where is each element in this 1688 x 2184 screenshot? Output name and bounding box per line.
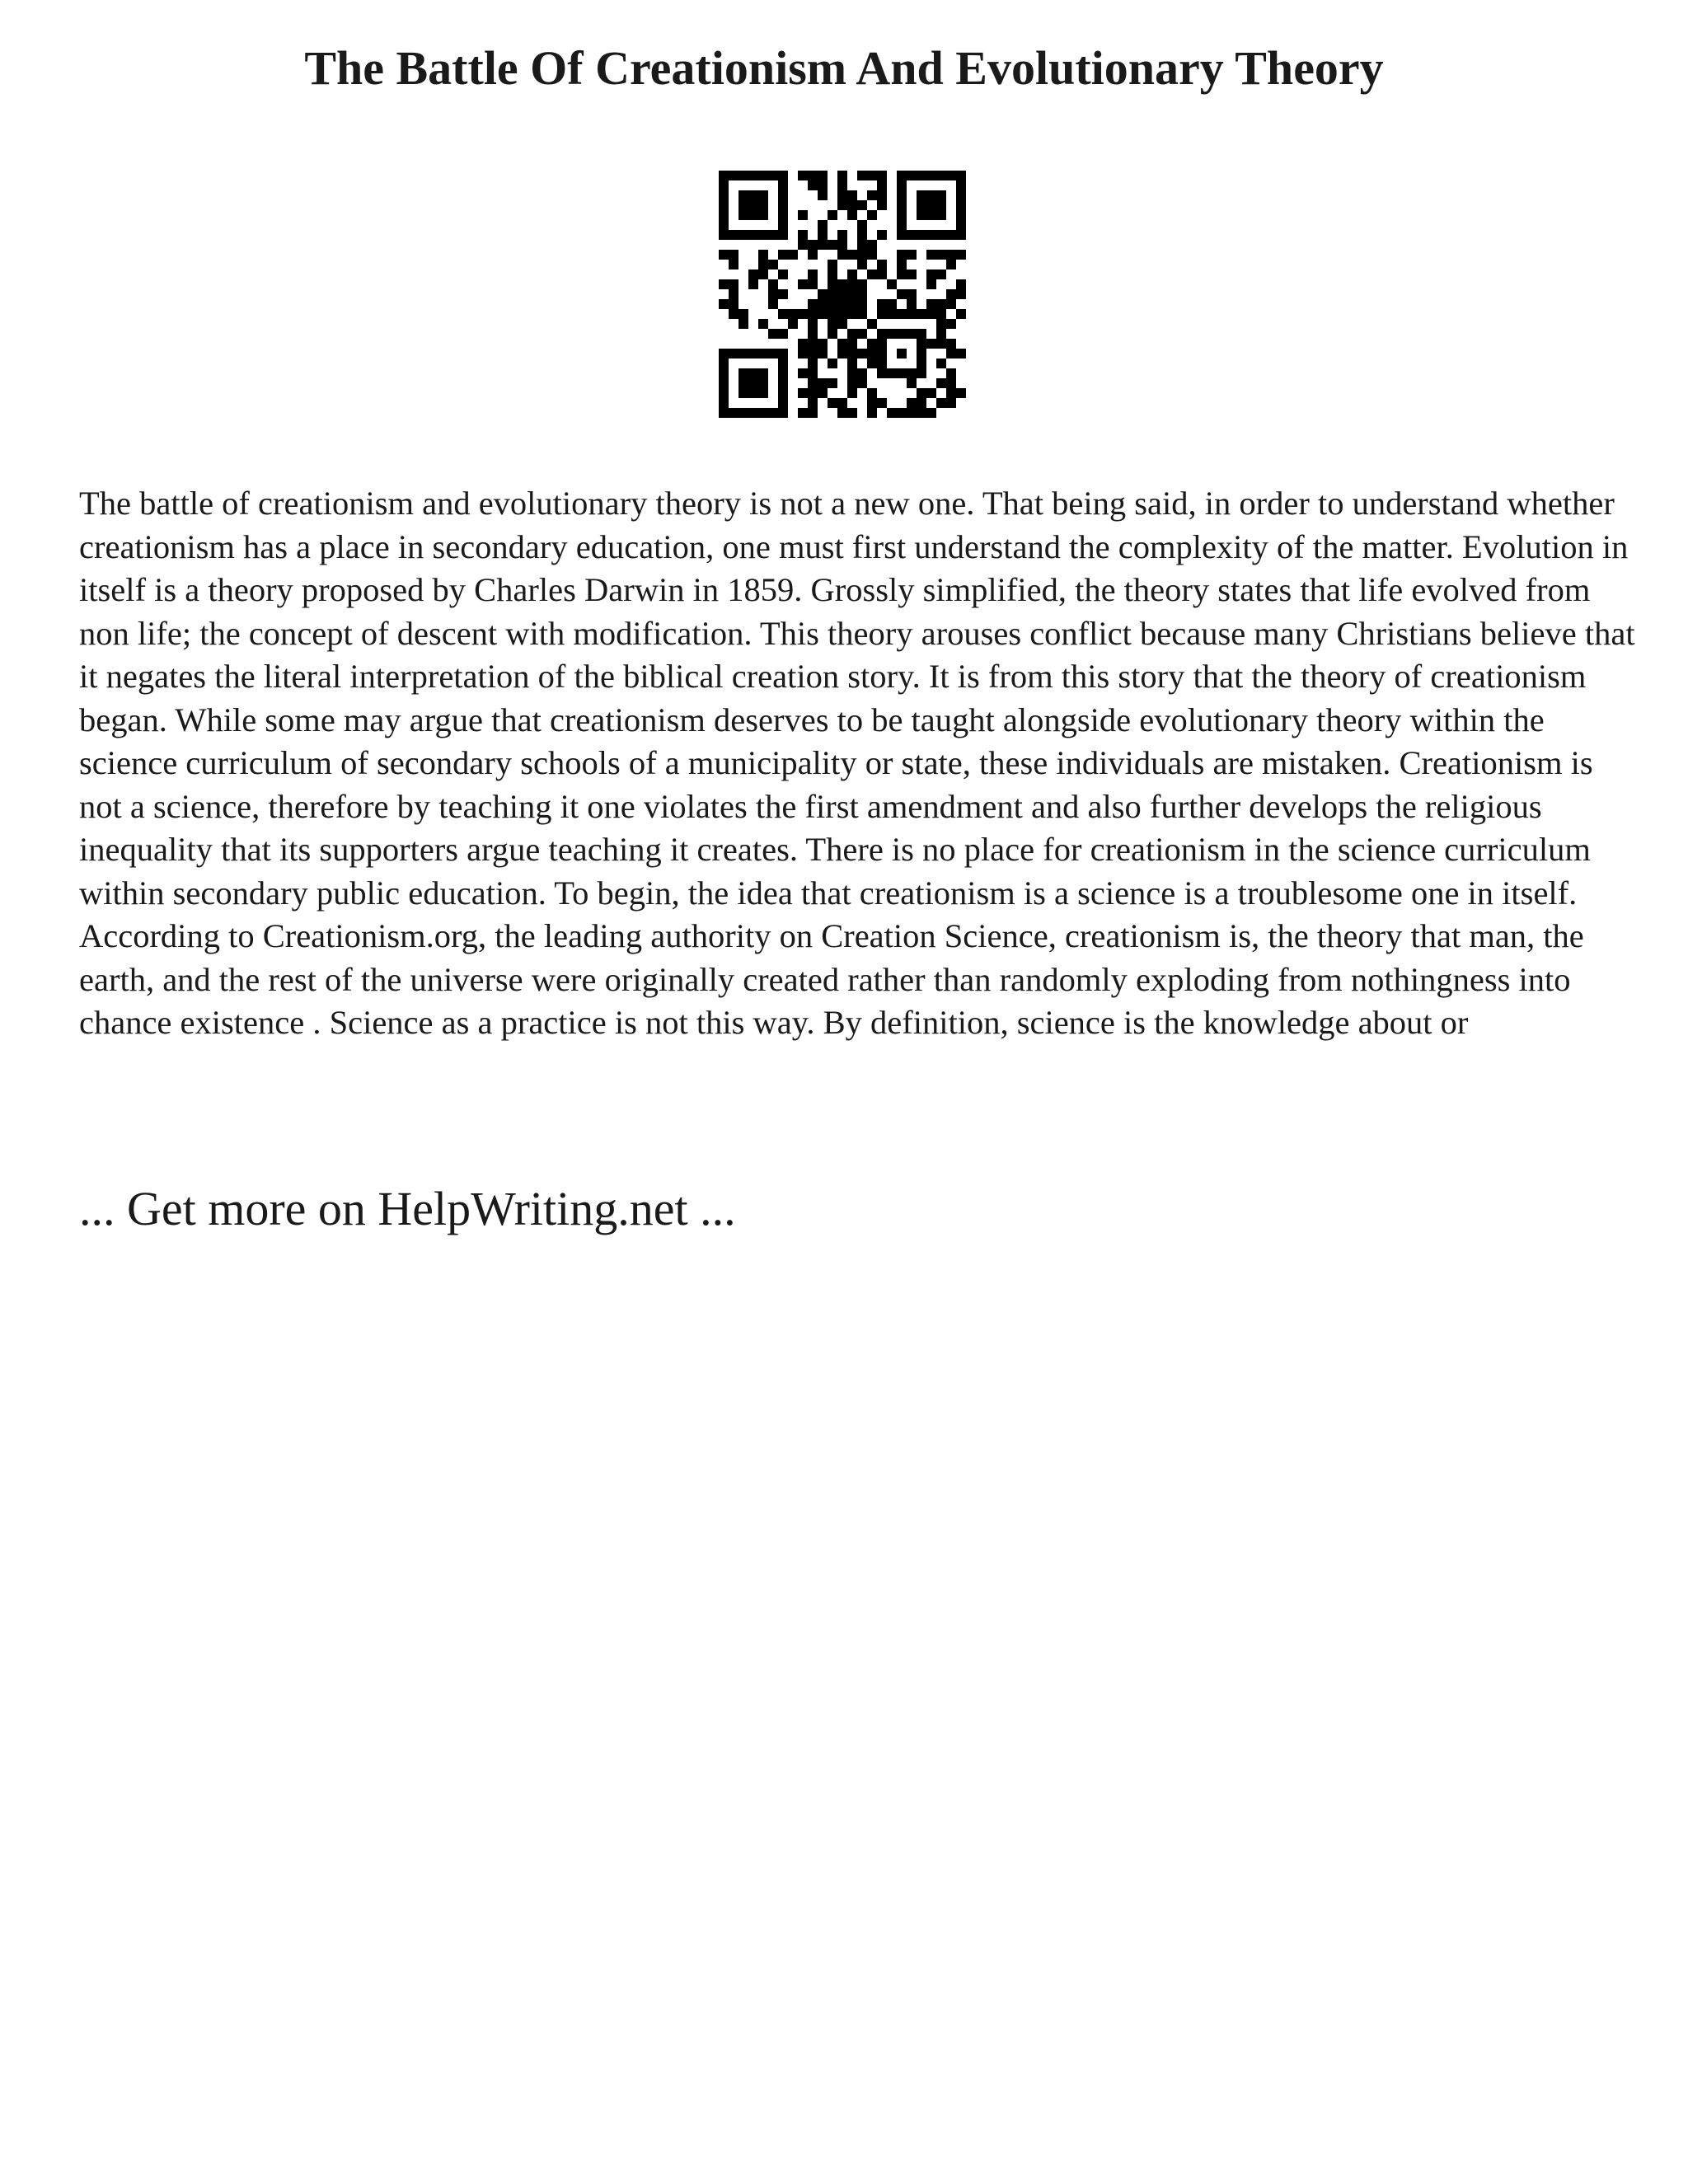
qr-code-icon (719, 171, 966, 418)
qr-code-graphic (719, 171, 966, 418)
body-paragraph: The battle of creationism and evolutionary theory is not a new one. That being said, in order to understand whether creationism has a place in secondary education, one must first understand the complexity of the matter. Evolution in itself is a theory proposed by Charles Darwin in 1859. Grossly simplified, the theory states that life evolved from non life; the concept of descent with modification. This theory arouses conflict because many Christians believe that it negates the literal interpretation of the biblical creation story. It is from this story that the theory of creationism began. While some may argue that creationism deserves to be taught alongside evolutionary theory within the science curriculum of secondary schools of a municipality or state, these individuals are mistaken. Creationism is not a science, therefore by teaching it one violates the first amendment and also further develops the religious inequality that its supporters argue teaching it creates. There is no place for creationism in the science curriculum within secondary public education. To begin, the idea that creationism is a science is a troublesome one in itself. According to Creationism.org, the leading authority on Creation Science, creationism is, the theory that man, the earth, and the rest of the universe were originally created rather than randomly exploding from nothingness into chance existence . Science as a practice is not this way. By definition, science is the knowledge about or (79, 485, 1635, 1041)
page-title: The Battle Of Creationism And Evolutionary Theory (304, 41, 1384, 95)
get-more-link[interactable]: ... Get more on HelpWriting.net ... (79, 1182, 736, 1235)
